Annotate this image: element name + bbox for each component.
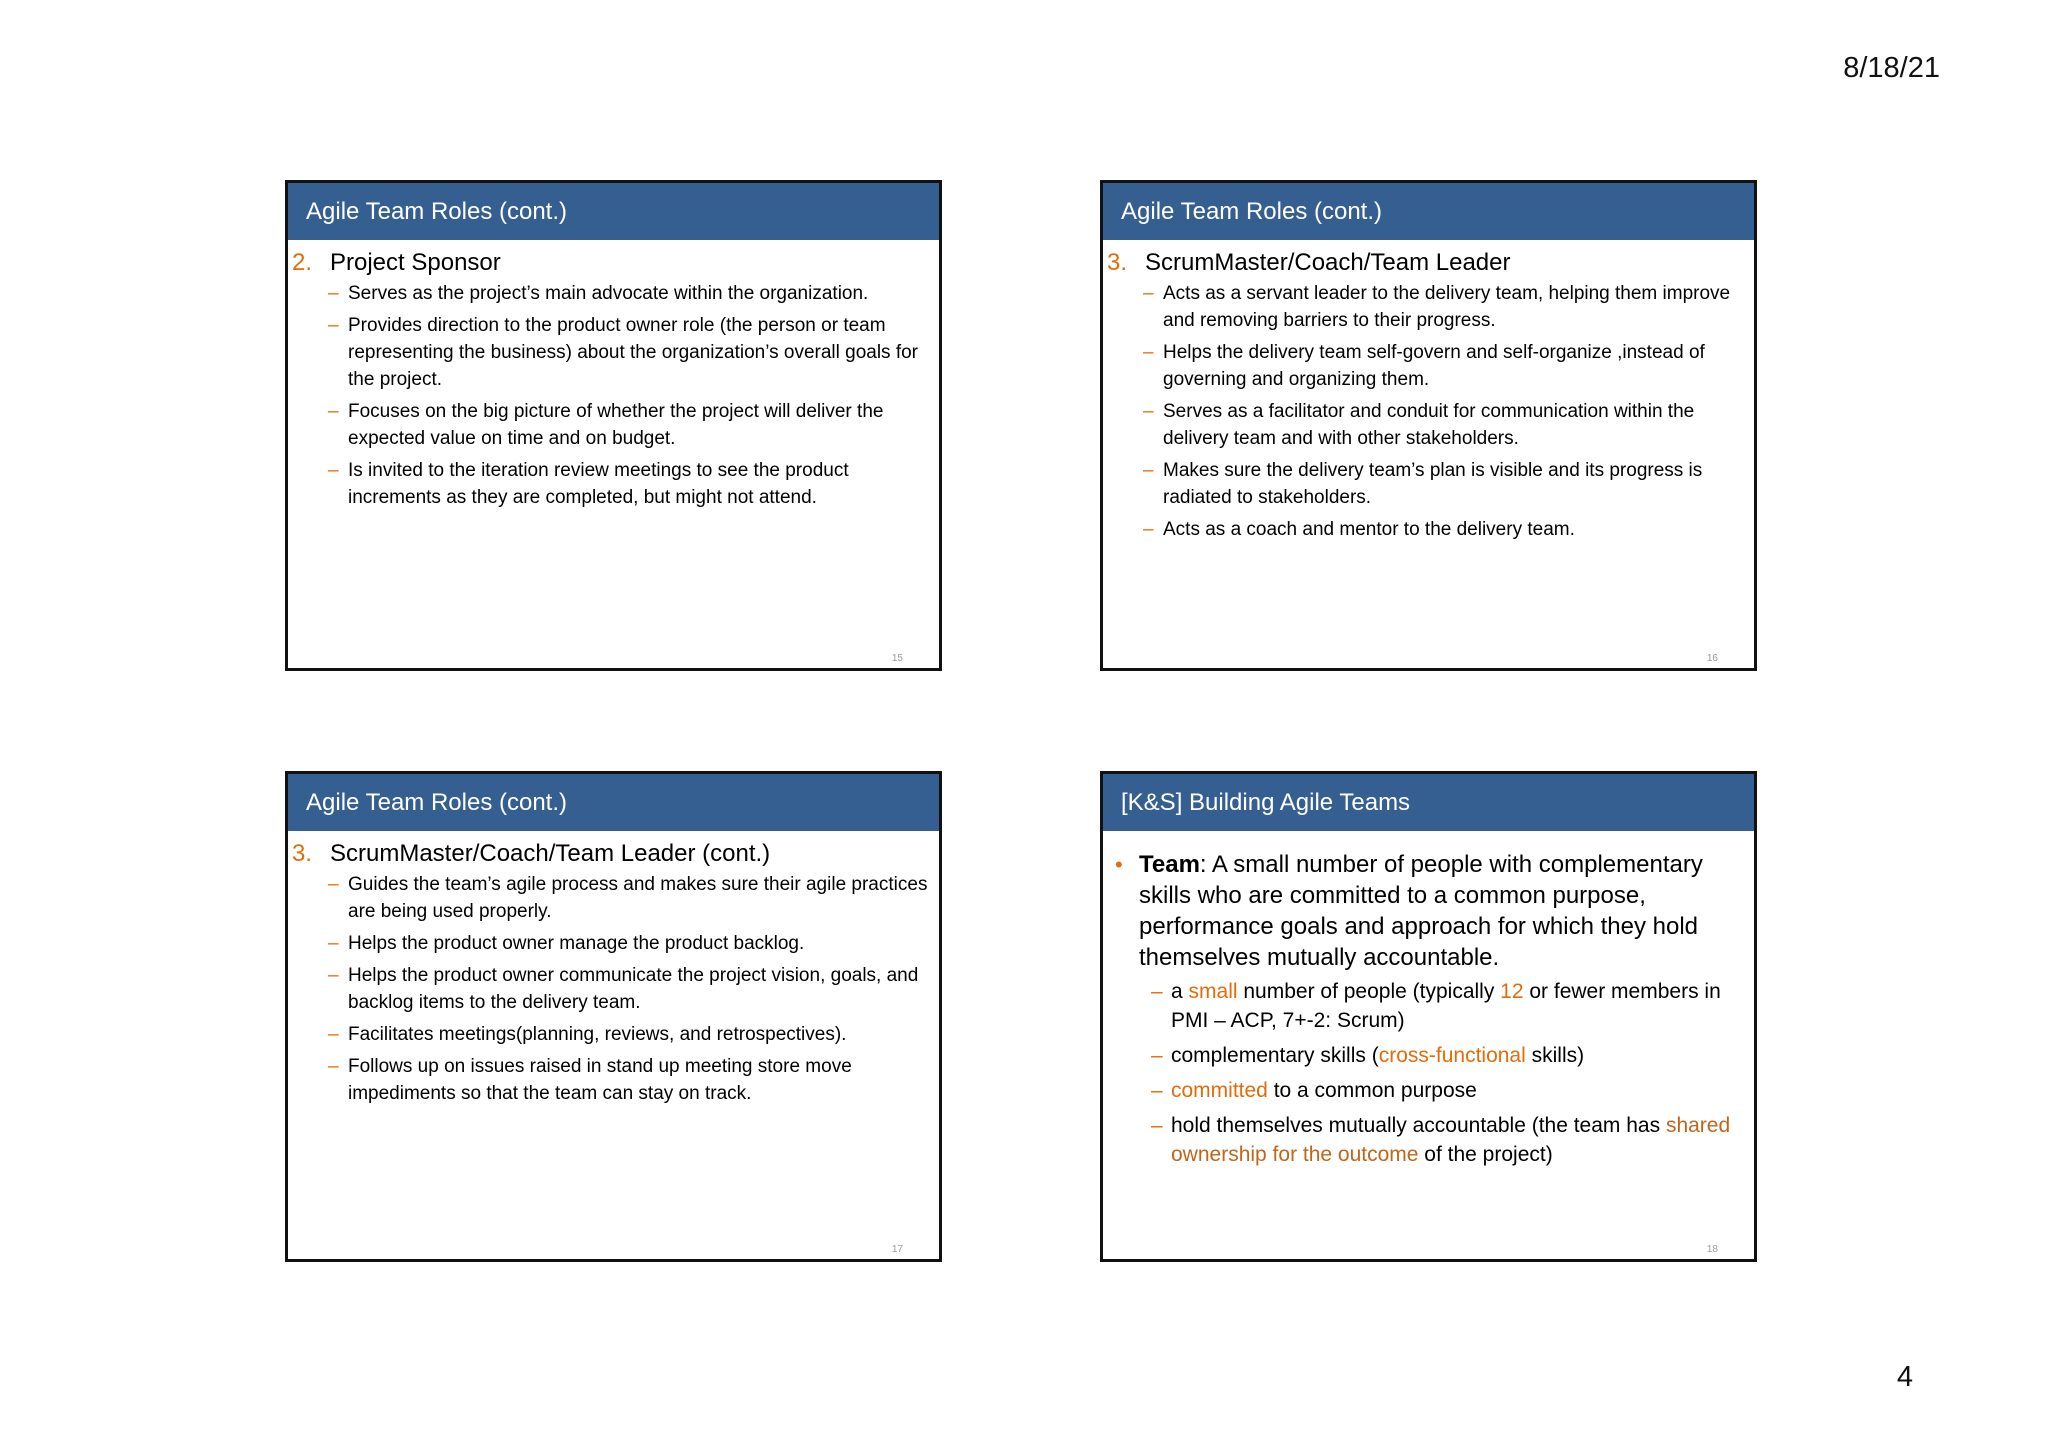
slide-title: Agile Team Roles (cont.) (288, 183, 939, 240)
slide-15 (285, 180, 942, 671)
list-item: – Helps the delivery team self-govern and self-organize ,instead of governing and organizing them. (1143, 342, 1705, 390)
numbered-heading (292, 837, 929, 871)
numbered-heading (1107, 246, 1744, 280)
list-item: – Makes sure the delivery team’s plan is visible and its progress is radiated to stakeholders. (1143, 460, 1703, 508)
list-item: – Acts as a servant leader to the delivery team, helping them improve and removing barriers to their progress. (1143, 283, 1731, 331)
page-date: 8/18/21 (1843, 52, 1940, 84)
slide-number: 16 (1706, 653, 1718, 664)
team-definition-bullet (1115, 849, 1744, 973)
list-item: – Acts as a coach and mentor to the delivery team. (1143, 519, 1575, 540)
list-item: – Provides direction to the product owner role (the person or team representing the business) about the organization’s overall goals for the project. (328, 315, 918, 390)
slide-title: Agile Team Roles (cont.) (288, 774, 939, 831)
list-item: – Is invited to the iteration review meetings to see the product increments as they are completed, but might not attend. (328, 460, 849, 508)
numbered-heading (292, 246, 929, 280)
list-item: – committed to a common purpose (1151, 1079, 1477, 1102)
sub-bullet-list (1115, 977, 1744, 1169)
sub-bullet-list (292, 280, 929, 511)
list-item: – Serves as the project’s main advocate within the organization. (328, 283, 869, 304)
list-item: – Helps the product owner communicate the project vision, goals, and backlog items to the delivery team. (328, 965, 919, 1013)
slide-16 (1100, 180, 1757, 671)
heading-text: Project Sponsor (330, 249, 501, 276)
page-number: 4 (1896, 1361, 1913, 1393)
list-item: – Serves as a facilitator and conduit for communication within the delivery team and with other stakeholders. (1143, 401, 1695, 449)
slide-title: Agile Team Roles (cont.) (1103, 183, 1754, 240)
slide-17 (285, 771, 942, 1262)
list-item: – hold themselves mutually accountable (the team has shared ownership for the outcome of the project) (1151, 1114, 1731, 1166)
list-item: – Guides the team’s agile process and makes sure their agile practices are being used properly. (328, 874, 928, 922)
list-item: – Helps the product owner manage the product backlog. (328, 933, 805, 954)
list-item: – Follows up on issues raised in stand up meeting store move impediments so that the team can stay on track. (328, 1056, 852, 1104)
heading-number: 2. (292, 249, 313, 276)
slide-number: 17 (891, 1244, 903, 1255)
sub-bullet-list (1107, 280, 1744, 543)
sub-bullet-list (292, 871, 929, 1107)
list-item: – Facilitates meetings(planning, reviews, and retrospectives). (328, 1024, 847, 1045)
heading-number: 3. (292, 840, 313, 867)
bullet-dot-icon: • (1115, 852, 1123, 877)
bullet-text: Team: A small number of people with complementary skills who are committed to a common purpose, performance goals and approach for which they hold themselves mutually accountable. (1139, 851, 1703, 971)
slide-number: 15 (891, 653, 903, 664)
heading-text: ScrumMaster/Coach/Team Leader (cont.) (330, 840, 771, 867)
heading-number: 3. (1107, 249, 1128, 276)
slide-number: 18 (1706, 1244, 1718, 1255)
slide-title: [K&S] Building Agile Teams (1103, 774, 1754, 831)
list-item: – Focuses on the big picture of whether the project will deliver the expected value on time and on budget. (328, 401, 884, 449)
heading-text: ScrumMaster/Coach/Team Leader (1145, 249, 1511, 276)
slide-18 (1100, 771, 1757, 1262)
list-item: – a small number of people (typically 12 or fewer members in PMI – ACP, 7+-2: Scrum) (1151, 980, 1721, 1032)
list-item: – complementary skills (cross-functional skills) (1151, 1044, 1585, 1067)
